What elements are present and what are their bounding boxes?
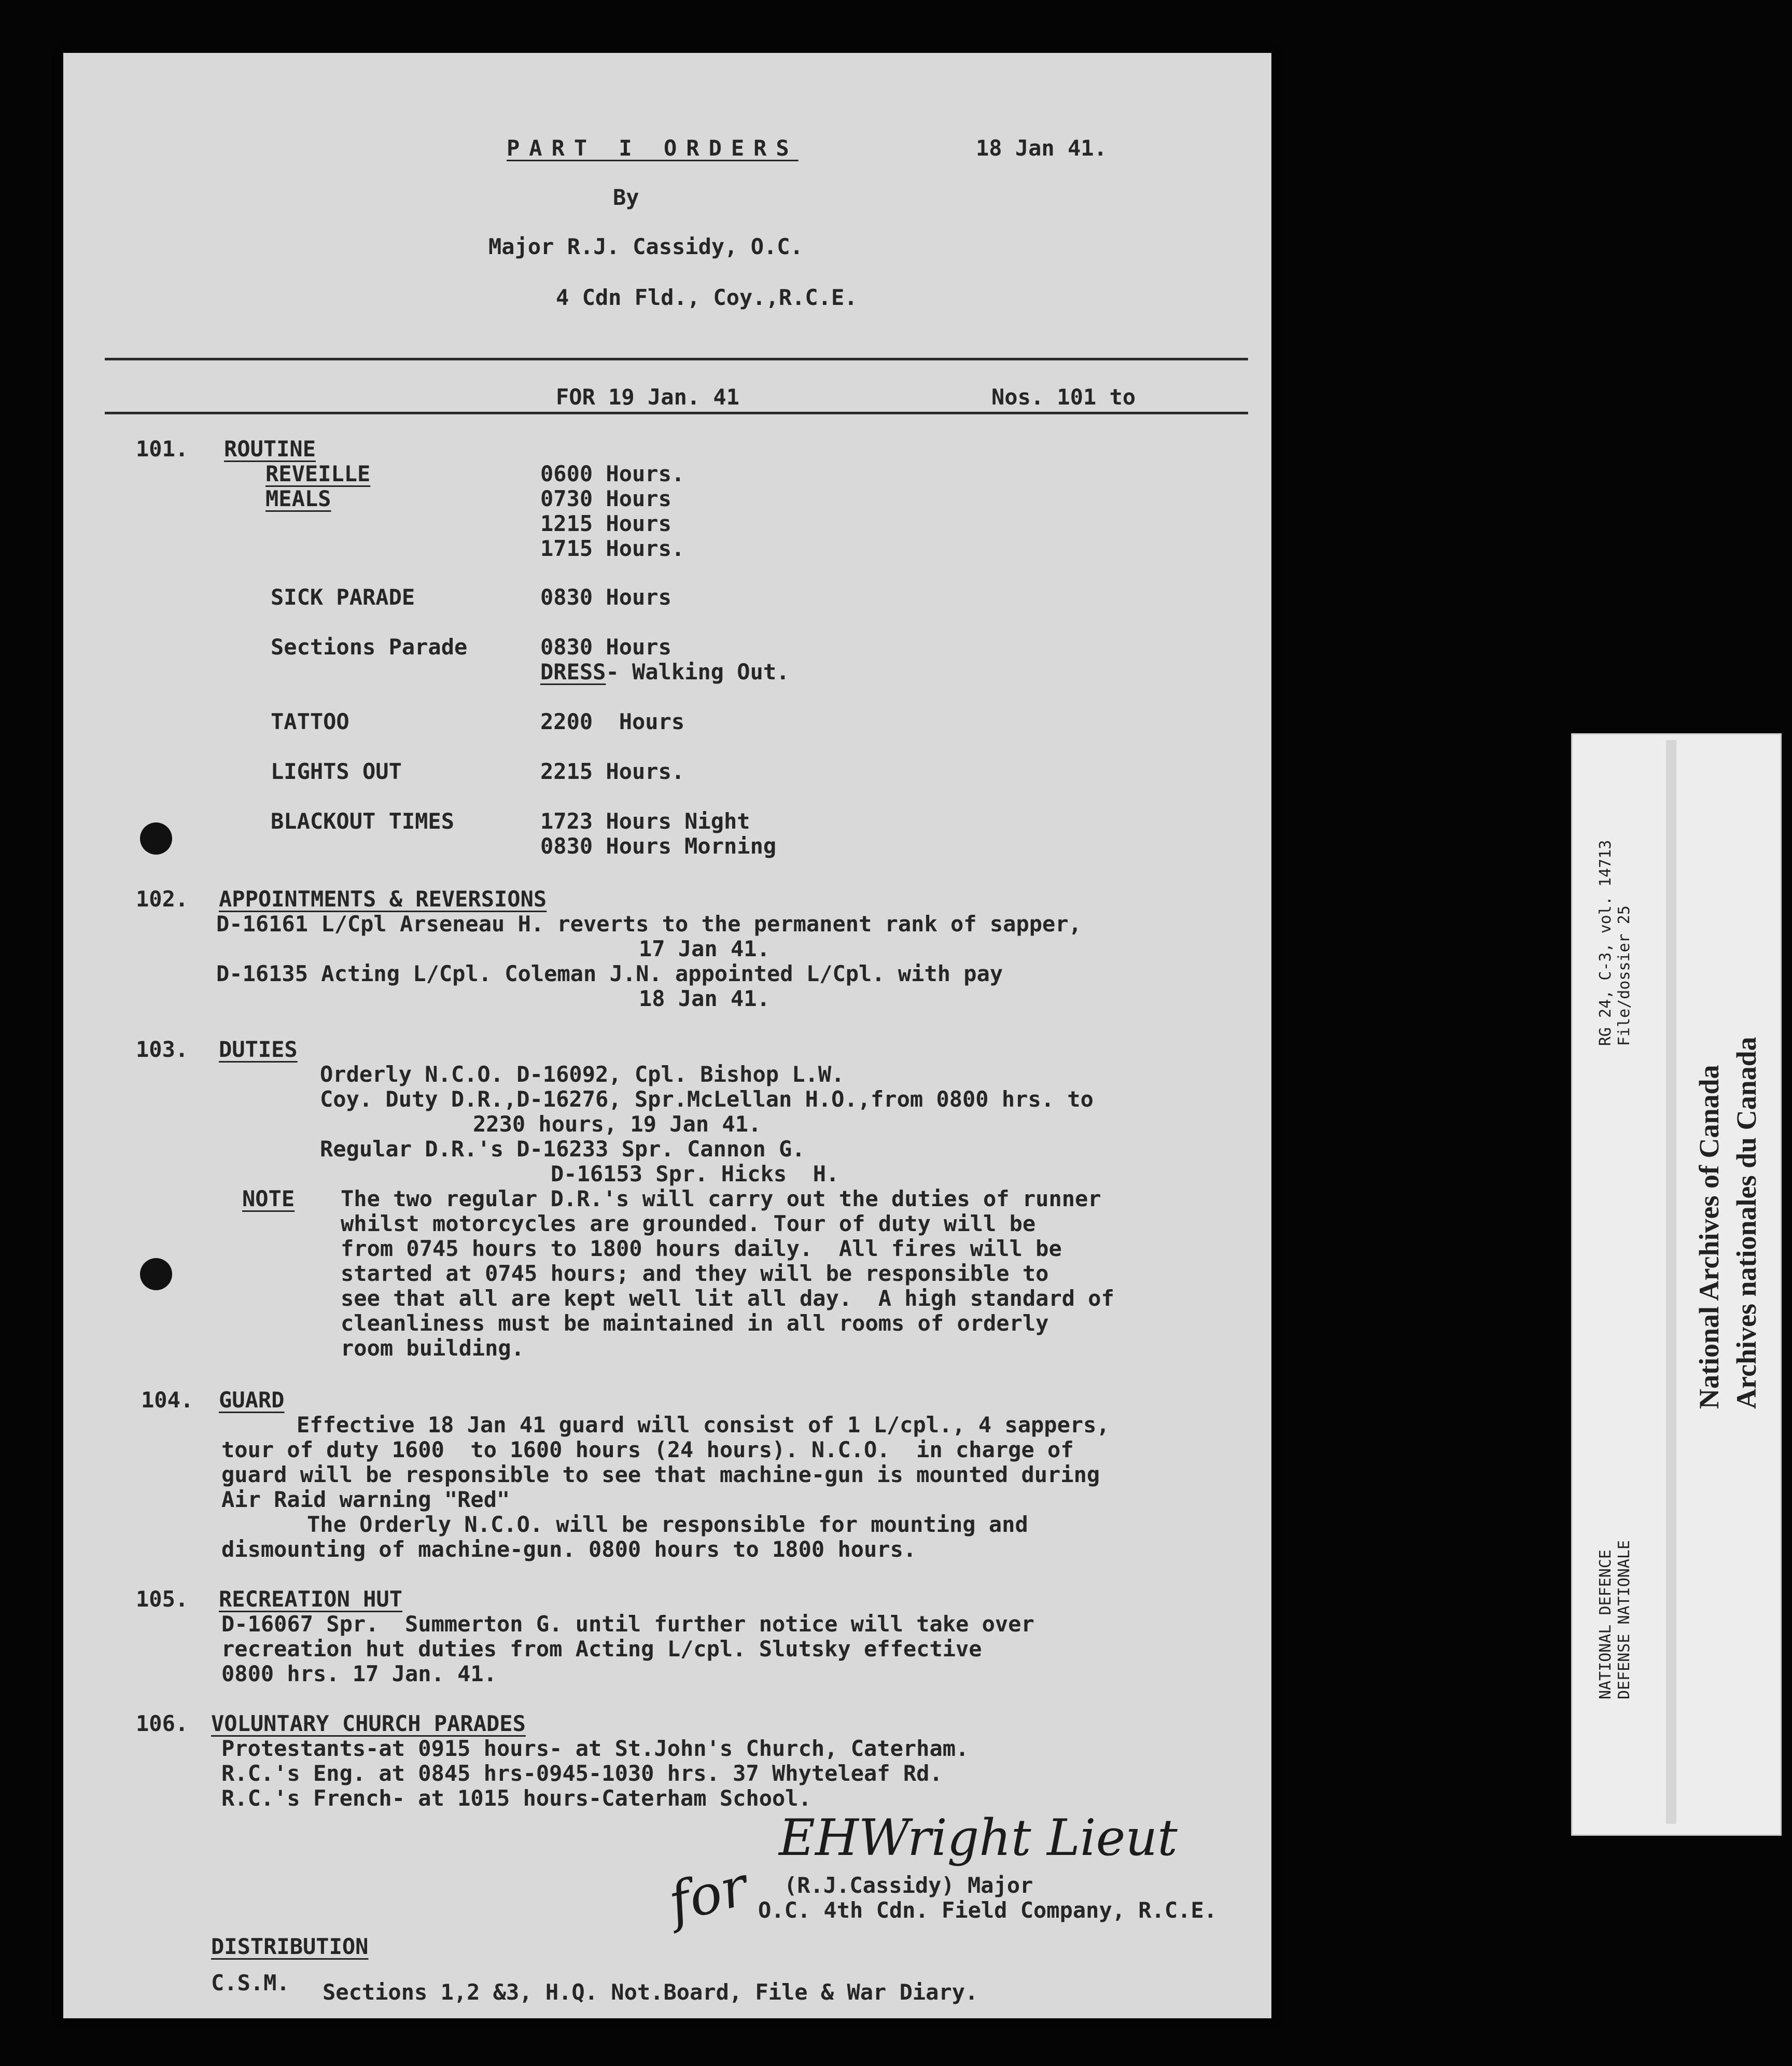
dress-label: DRESS — [540, 659, 606, 685]
signed-for-mark: for — [662, 1854, 754, 1935]
distribution-line-1: C.S.M. — [211, 1970, 290, 1995]
note-line-6: cleanliness must be maintained in all rooms of orderly — [341, 1310, 1049, 1336]
section-106-line-1: Protestants-at 0915 hours- at St.John's Church, Caterham. — [221, 1736, 969, 1761]
section-105-line-3: 0800 hrs. 17 Jan. 41. — [221, 1661, 497, 1686]
section-106-line-2: R.C.'s Eng. at 0845 hrs-0945-1030 hrs. 37 Whyteleaf Rd. — [221, 1761, 943, 1786]
for-date: FOR 19 Jan. 41 — [556, 384, 740, 410]
section-101-number: 101. — [136, 436, 189, 462]
note-line-7: room building. — [341, 1335, 525, 1361]
meals-time-1: 0730 Hours — [540, 486, 671, 511]
section-102-line-2: 17 Jan 41. — [639, 936, 770, 961]
section-105-number: 105. — [136, 1586, 189, 1612]
reveille-label: REVEILLE — [265, 461, 371, 486]
section-104-line-4: Air Raid warning "Red" — [221, 1487, 510, 1512]
section-104-line-6: dismounting of machine-gun. 0800 hours to 1800 hours. — [221, 1537, 917, 1562]
section-104-heading: GUARD — [219, 1387, 285, 1413]
tattoo-time: 2200 Hours — [540, 709, 685, 734]
section-104-number: 104. — [141, 1387, 194, 1413]
distribution-line-2: Sections 1,2 &3, H.Q. Not.Board, File & War Diary. — [323, 1979, 978, 2005]
meals-label: MEALS — [265, 486, 331, 511]
lights-out-time: 2215 Hours. — [540, 759, 685, 784]
lights-out-label: LIGHTS OUT — [271, 759, 402, 784]
section-105-line-1: D-16067 Spr. Summerton G. until further notice will take over — [221, 1611, 1034, 1637]
punch-hole-bottom — [140, 1258, 172, 1290]
order-numbers: Nos. 101 to — [991, 384, 1136, 410]
section-104-line-5: The Orderly N.C.O. will be responsible for mounting and — [307, 1512, 1028, 1537]
blackout-time-morning: 0830 Hours Morning — [540, 833, 777, 859]
archive-name-fr: Archives nationales du Canada — [1731, 1037, 1762, 1409]
section-103-line-2: Coy. Duty D.R.,D-16276, Spr.McLellan H.O.,from 0800 hrs. to — [320, 1086, 1094, 1112]
signatory-title: O.C. 4th Cdn. Field Company, R.C.E. — [758, 1897, 1217, 1923]
note-line-3: from 0745 hours to 1800 hours daily. All fires will be — [341, 1236, 1062, 1261]
section-102-number: 102. — [136, 886, 189, 912]
sections-parade-label: Sections Parade — [271, 634, 468, 660]
document-title: PART I ORDERS — [507, 135, 799, 161]
department-name-fr: DEFENSE NATIONALE — [1615, 1540, 1633, 1699]
section-105-heading: RECREATION HUT — [219, 1586, 403, 1612]
section-103-line-1: Orderly N.C.O. D-16092, Cpl. Bishop L.W. — [320, 1062, 845, 1087]
punch-hole-top — [140, 822, 172, 855]
distribution-heading: DISTRIBUTION — [211, 1934, 369, 1959]
dress-value: - Walking Out. — [606, 659, 790, 685]
handwritten-signature: EHWright Lieut — [779, 1809, 1178, 1867]
section-106-number: 106. — [136, 1711, 189, 1736]
signatory-name: (R.J.Cassidy) Major — [784, 1873, 1033, 1898]
note-label: NOTE — [242, 1186, 295, 1211]
unit-name: 4 Cdn Fld., Coy.,R.C.E. — [556, 285, 858, 310]
document-date: 18 Jan 41. — [976, 135, 1107, 161]
blackout-label: BLACKOUT TIMES — [271, 808, 455, 834]
dress-line — [540, 660, 789, 685]
section-105-line-2: recreation hut duties from Acting L/cpl. Slutsky effective — [221, 1636, 982, 1662]
reveille-time: 0600 Hours. — [540, 461, 685, 486]
section-104-line-1: Effective 18 Jan 41 guard will consist of 1 L/cpl., 4 sappers, — [297, 1412, 1110, 1437]
note-line-4: started at 0745 hours; and they will be responsible to — [341, 1261, 1049, 1286]
section-101-heading: ROUTINE — [224, 436, 316, 462]
archive-reference-tab — [1571, 733, 1782, 1836]
section-106-line-3: R.C.'s French- at 1015 hours-Caterham School. — [221, 1785, 811, 1811]
meals-time-2: 1215 Hours — [540, 511, 671, 536]
section-104-line-3: guard will be responsible to see that machine-gun is mounted during — [221, 1462, 1100, 1487]
note-line-1: The two regular D.R.'s will carry out the duties of runner — [341, 1186, 1101, 1211]
tattoo-label: TATTOO — [271, 709, 349, 734]
sick-parade-label: SICK PARADE — [271, 584, 415, 610]
note-line-5: see that all are kept well lit all day. A high standard of — [341, 1286, 1114, 1311]
section-103-line-4: Regular D.R.'s D-16233 Spr. Cannon G. — [320, 1136, 805, 1162]
issuing-officer: Major R.J. Cassidy, O.C. — [488, 234, 803, 259]
tab-divider — [1666, 740, 1676, 1824]
archive-reference-line-2: File/dossier 25 — [1615, 905, 1633, 1046]
section-103-number: 103. — [136, 1037, 189, 1062]
section-102-line-1: D-16161 L/Cpl Arseneau H. reverts to the permanent rank of sapper, — [216, 911, 1082, 937]
section-103-line-5: D-16153 Spr. Hicks H. — [551, 1161, 839, 1186]
header-rule-bottom — [105, 412, 1248, 414]
section-102-line-3: D-16135 Acting L/Cpl. Coleman J.N. appointed L/Cpl. with pay — [216, 961, 1003, 986]
section-103-line-3: 2230 hours, 19 Jan 41. — [473, 1111, 762, 1137]
sections-parade-time: 0830 Hours — [540, 634, 671, 660]
blackout-time-night: 1723 Hours Night — [540, 808, 750, 834]
section-102-line-4: 18 Jan 41. — [639, 986, 770, 1011]
department-name-en: NATIONAL DEFENCE — [1597, 1550, 1615, 1699]
by-line: By — [613, 185, 639, 210]
section-103-heading: DUTIES — [219, 1037, 298, 1062]
archive-name-en: National Archives of Canada — [1693, 1065, 1725, 1409]
sick-parade-time: 0830 Hours — [540, 584, 671, 610]
section-104-line-2: tour of duty 1600 to 1600 hours (24 hours). N.C.O. in charge of — [221, 1437, 1074, 1462]
document-page — [63, 53, 1271, 2018]
header-rule-top — [105, 358, 1248, 360]
note-line-2: whilst motorcycles are grounded. Tour of duty will be — [341, 1211, 1036, 1236]
meals-time-3: 1715 Hours. — [540, 536, 685, 561]
archive-reference-line-1: RG 24, C-3, vol. 14713 — [1597, 840, 1615, 1046]
section-106-heading: VOLUNTARY CHURCH PARADES — [211, 1711, 526, 1736]
section-102-heading: APPOINTMENTS & REVERSIONS — [219, 886, 547, 912]
